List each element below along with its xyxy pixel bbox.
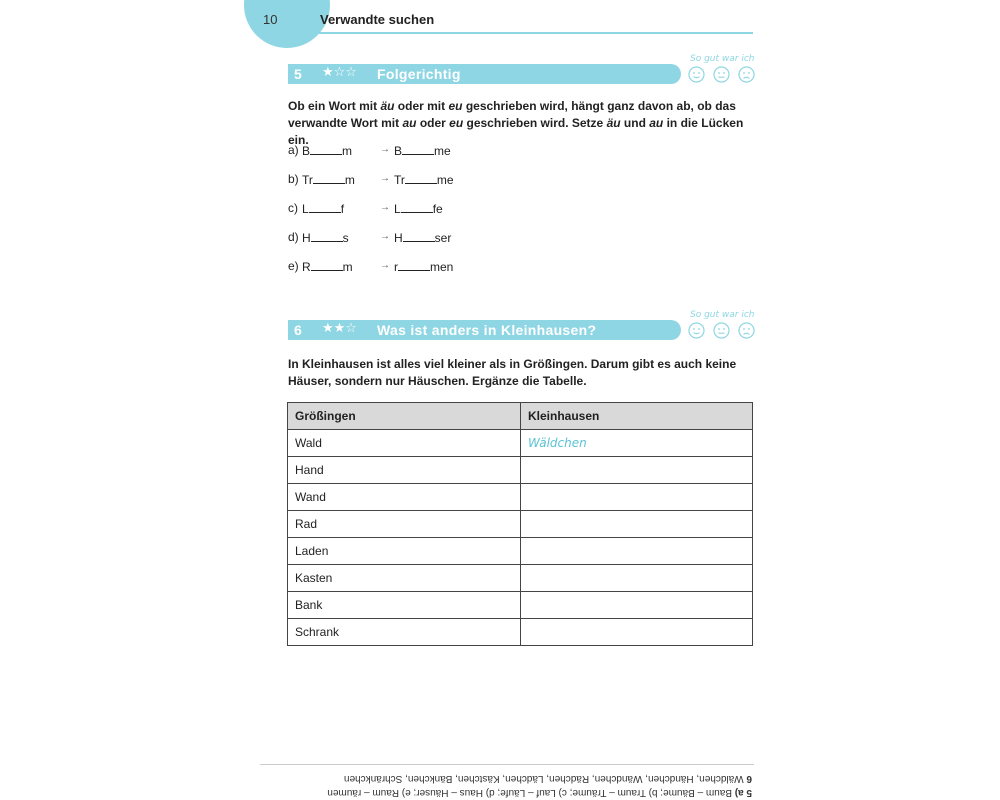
- word-left[interactable]: R m: [302, 260, 353, 274]
- rating-smileys-6: [688, 322, 755, 339]
- table-cell-answer[interactable]: [521, 619, 753, 646]
- arrow-icon: →: [380, 144, 390, 155]
- table-cell-answer[interactable]: [521, 457, 753, 484]
- arrow-icon: →: [380, 260, 390, 271]
- solution-task-5: 5 a) Baum – Bäume; b) Traum – Träume; c) Lauf – Läufe; d) Haus – Häuser; e) Raum – räumen: [327, 787, 752, 798]
- table-cell-answer[interactable]: [521, 511, 753, 538]
- table-cell-word: Wand: [288, 484, 521, 511]
- table-row: [288, 592, 753, 619]
- blank-line: [398, 259, 430, 271]
- table-row: [288, 430, 753, 457]
- task-5-difficulty-stars: ★☆☆: [322, 65, 357, 80]
- table-cell-word: Bank: [288, 592, 521, 619]
- table-cell-word: Kasten: [288, 565, 521, 592]
- word-left[interactable]: H s: [302, 231, 349, 245]
- table-header-row: [288, 403, 753, 430]
- table-cell-answer[interactable]: [521, 484, 753, 511]
- table-cell-word: Schrank: [288, 619, 521, 646]
- table-row: [288, 511, 753, 538]
- happy-face-icon[interactable]: [688, 66, 705, 83]
- neutral-face-icon[interactable]: [713, 66, 730, 83]
- table-cell-word: Hand: [288, 457, 521, 484]
- task-5-title: Folgerichtig: [377, 66, 461, 82]
- blank-line: [309, 201, 341, 213]
- table-row: [288, 538, 753, 565]
- sad-face-icon[interactable]: [738, 66, 755, 83]
- table-cell-answer[interactable]: [521, 565, 753, 592]
- task-6-instruction: In Kleinhausen ist alles viel kleiner als in Größingen. Darum gibt es auch keine Häuser, sondern nur Häuschen. Ergänze die Tabelle.: [288, 357, 737, 388]
- blank-line: [310, 143, 342, 155]
- table-row: [288, 619, 753, 646]
- column-header-groessingen: Größingen: [288, 403, 521, 430]
- neutral-face-icon[interactable]: [713, 322, 730, 339]
- task-5-header: [288, 64, 681, 84]
- word-right[interactable]: H ser: [394, 231, 452, 245]
- arrow-icon: →: [380, 202, 390, 213]
- table-cell-answer[interactable]: [521, 592, 753, 619]
- table-row: [288, 484, 753, 511]
- blank-line: [311, 230, 343, 242]
- word-right[interactable]: r men: [394, 260, 454, 274]
- comparison-table: [287, 402, 753, 646]
- table-cell-word: Rad: [288, 511, 521, 538]
- chapter-title: Verwandte suchen: [320, 12, 435, 27]
- sad-face-icon[interactable]: [738, 322, 755, 339]
- task-6-header: [288, 320, 681, 340]
- arrow-icon: →: [380, 231, 390, 242]
- blank-line: [405, 172, 437, 184]
- blank-line: [403, 230, 435, 242]
- task-5-number: 5: [294, 66, 302, 82]
- blank-line: [311, 259, 343, 271]
- column-header-kleinhausen: Kleinhausen: [521, 403, 753, 430]
- rating-label-6: So gut war ich: [690, 310, 755, 320]
- word-left[interactable]: B m: [302, 144, 353, 158]
- rating-label-5: So gut war ich: [690, 54, 755, 64]
- blank-line: [402, 143, 434, 155]
- arrow-icon: →: [380, 173, 390, 184]
- word-right[interactable]: L fe: [394, 202, 443, 216]
- happy-face-icon[interactable]: [688, 322, 705, 339]
- page-number: 10: [263, 12, 278, 27]
- table-cell-word: Laden: [288, 538, 521, 565]
- table-cell-answer[interactable]: Wäldchen: [521, 430, 753, 457]
- word-left[interactable]: Tr m: [302, 173, 355, 187]
- solution-task-6: 6 Wäldchen, Händchen, Wändchen, Rädchen, Lädchen, Kästchen, Bänkchen, Schränkchen: [343, 773, 752, 784]
- page-number-circle: [244, 0, 330, 48]
- header-rule: [306, 32, 753, 34]
- footer-rule: [260, 764, 754, 765]
- blank-line: [313, 172, 345, 184]
- task-6-title: Was ist anders in Kleinhausen?: [377, 322, 597, 338]
- rating-smileys-5: [688, 66, 755, 83]
- table-cell-word: Wald: [288, 430, 521, 457]
- word-left[interactable]: L f: [302, 202, 345, 216]
- word-right[interactable]: B me: [394, 144, 451, 158]
- table-cell-answer[interactable]: [521, 538, 753, 565]
- task-6-number: 6: [294, 322, 302, 338]
- word-right[interactable]: Tr me: [394, 173, 454, 187]
- table-row: [288, 565, 753, 592]
- table-row: [288, 457, 753, 484]
- task-5-instruction: Ob ein Wort mit äu oder mit eu geschrieben wird, hängt ganz davon ab, ob das verwandte Wort mit au oder eu geschrieben wird. Setze äu und au in die Lücken ein.: [288, 99, 744, 147]
- blank-line: [401, 201, 433, 213]
- task-6-difficulty-stars: ★★☆: [322, 321, 357, 336]
